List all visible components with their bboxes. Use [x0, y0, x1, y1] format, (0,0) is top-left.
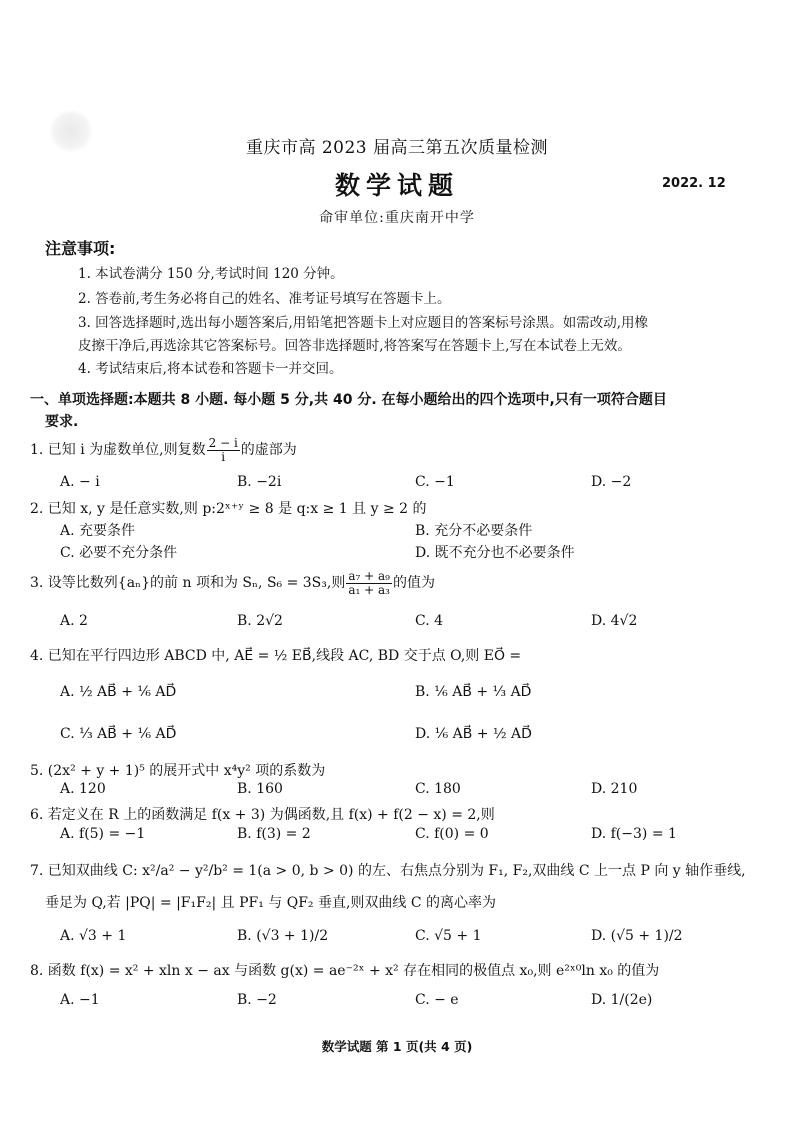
q7-option-c: C. √5 + 1 [415, 928, 482, 944]
q6-option-c: C. f(0) = 0 [415, 826, 489, 842]
question-8: 8. 函数 f(x) = x² + xln x − ax 与函数 g(x) = ae⁻²ˣ + x² 存在相同的极值点 x₀,则 e²ˣ⁰ln x₀ 的值为 [30, 963, 660, 979]
q2-option-b: B. 充分不必要条件 [415, 523, 533, 539]
question-1-pre: 1. 已知 i 为虚数单位,则复数 [30, 442, 206, 459]
question-4: 4. 已知在平行四边形 ABCD 中, AE⃗ = ½ EB⃗,线段 AC, BD 交于点 O,则 EO⃗ = [30, 648, 522, 664]
author-unit: 命审单位:重庆南开中学 [319, 210, 475, 226]
q5-option-d: D. 210 [591, 781, 638, 797]
exam-date: 2022. 12 [662, 176, 726, 191]
notice-item-3: 3. 回答选择题时,选出每小题答案后,用铅笔把答题卡上对应题目的答案标号涂黑。如需改动,用橡 [78, 315, 649, 331]
q6-option-d: D. f(−3) = 1 [591, 826, 677, 842]
question-2: 2. 已知 x, y 是任意实数,则 p:2ˣ⁺ʸ ≥ 8 是 q:x ≥ 1 且 y ≥ 2 的 [30, 501, 427, 517]
q8-option-b: B. −2 [237, 992, 277, 1008]
question-1 [30, 437, 297, 463]
question-7: 7. 已知双曲线 C: x²/a² − y²/b² = 1(a > 0, b > 0) 的左、右焦点分别为 F₁, F₂,双曲线 C 上一点 P 向 y 轴作垂线, [30, 863, 746, 879]
question-3-fraction [346, 570, 392, 596]
page-footer: 数学试题 第 1 页(共 4 页) [321, 1039, 473, 1054]
notice-item-1: 1. 本试卷满分 150 分,考试时间 120 分钟。 [78, 266, 344, 282]
q1-option-d: D. −2 [591, 474, 632, 490]
q1-option-c: C. −1 [415, 474, 455, 490]
q3-option-c: C. 4 [415, 613, 444, 629]
section-heading-cont: 要求. [45, 414, 79, 430]
q7-option-d: D. (√5 + 1)/2 [591, 928, 683, 944]
q3-option-b: B. 2√2 [237, 613, 283, 629]
question-1-fraction [207, 437, 240, 463]
question-3-pre: 3. 设等比数列{aₙ}的前 n 项和为 Sₙ, S₆ = 3S₃,则 [30, 575, 346, 592]
q2-option-d: D. 既不充分也不必要条件 [415, 545, 575, 561]
q6-option-a: A. f(5) = −1 [60, 826, 146, 842]
q3-option-a: A. 2 [60, 613, 88, 629]
page-title: 数学试题 [334, 171, 459, 200]
q8-option-a: A. −1 [60, 992, 100, 1008]
q2-option-a: A. 充要条件 [60, 523, 136, 539]
q8-option-d: D. 1/(2e) [591, 992, 653, 1008]
fraction-numerator: 2 − i [208, 436, 238, 450]
q7-option-b: B. (√3 + 1)/2 [237, 928, 329, 944]
q8-option-c: C. − e [415, 992, 459, 1008]
question-6: 6. 若定义在 R 上的函数满足 f(x + 3) 为偶函数,且 f(x) + f(2 − x) = 2,则 [30, 807, 495, 823]
q4-option-b: B. ⅙ AB⃗ + ⅓ AD⃗ [415, 684, 532, 700]
q1-option-b: B. −2i [237, 474, 282, 490]
q6-option-b: B. f(3) = 2 [237, 826, 311, 842]
q7-option-a: A. √3 + 1 [60, 928, 127, 944]
notice-item-3-cont: 皮擦干净后,再选涂其它答案标号。回答非选择题时,将答案写在答题卡上,写在本试卷上无效。 [78, 338, 631, 354]
notice-item-2: 2. 答卷前,考生务必将自己的姓名、准考证号填写在答题卡上。 [78, 291, 451, 307]
q2-option-c: C. 必要不充分条件 [60, 545, 178, 561]
school-title: 重庆市高 2023 届高三第五次质量检测 [245, 138, 549, 158]
q4-option-d: D. ⅙ AB⃗ + ½ AD⃗ [415, 726, 532, 742]
q4-option-c: C. ⅓ AB⃗ + ⅙ AD⃗ [60, 726, 177, 742]
fraction-denominator: i [221, 449, 226, 464]
question-3-post: 的值为 [392, 575, 435, 592]
question-3 [30, 570, 435, 596]
q5-option-c: C. 180 [415, 781, 461, 797]
notice-heading: 注意事项: [45, 239, 116, 258]
question-1-post: 的虚部为 [240, 442, 297, 459]
notice-item-4: 4. 考试结束后,将本试卷和答题卡一并交回。 [78, 361, 343, 377]
question-5: 5. (2x² + y + 1)⁵ 的展开式中 x⁴y² 项的系数为 [30, 763, 326, 779]
q3-option-d: D. 4√2 [591, 613, 638, 629]
fraction-denominator: a₁ + a₃ [348, 582, 390, 597]
q1-option-a: A. − i [60, 474, 100, 490]
fraction-numerator: a₇ + a₉ [348, 569, 390, 583]
q5-option-a: A. 120 [60, 781, 106, 797]
q5-option-b: B. 160 [237, 781, 283, 797]
question-7-cont: 垂足为 Q,若 |PQ| = |F₁F₂| 且 PF₁ 与 QF₂ 垂直,则双曲线 C 的离心率为 [45, 895, 497, 911]
section-heading: 一、单项选择题:本题共 8 小题. 每小题 5 分,共 40 分. 在每小题给出的四个选项中,只有一项符合题目 [30, 392, 667, 408]
q4-option-a: A. ½ AB⃗ + ⅙ AD⃗ [60, 684, 177, 700]
